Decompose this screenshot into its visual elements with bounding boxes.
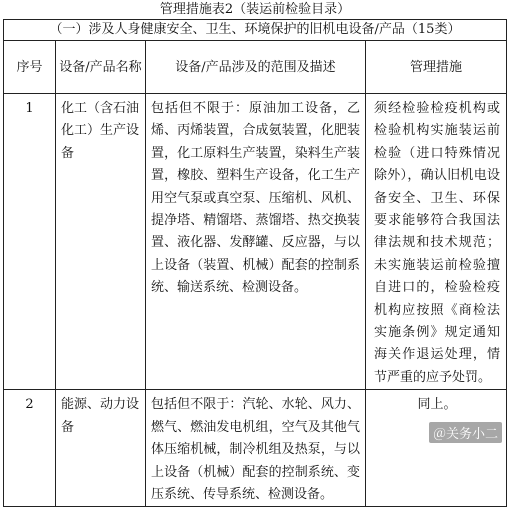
row-device: 能源、动力设备 [56,390,146,507]
row-scope: 包括但不限于：原油加工设备，乙烯、丙烯装置，合成氨装置，化肥装置，化工原料生产装置，染料生产装置，橡胶、塑料生产设备，化工生产用空气泵或真空泵、压缩机、风机、提净塔、精馏塔、蒸馏塔、热交换装置、液化器、发酵罐、反应器，与以上设备（装置、机械）配套的控制系统、输送系统、检测设备。 [146,94,366,390]
table-subtitle: （一）涉及人身健康安全、卫生、环境保护的旧机电设备/产品（15类） [4,20,507,41]
row-seq: 1 [4,94,56,390]
header-seq: 序号 [4,41,56,94]
document-title: 管理措施表2（装运前检验目录） [159,2,351,17]
table-row [4,94,507,390]
header-scope: 设备/产品涉及的范围及描述 [146,41,366,94]
row-seq: 2 [4,390,56,507]
header-device: 设备/产品名称 [56,41,146,94]
watermark: ＠关务小二 [429,422,502,443]
header-measure: 管理措施 [366,41,507,94]
row-measure: 须经检验检疫机构或检验机构实施装运前检验（进口特殊情况除外），确认旧机电设备安全、卫生、环保要求能够符合我国法律法规和技术规范；未实施装运前检验擅自进口的，检验检疫机构应按照《商检法实施条例》规定通知海关作退运处理，情节严重的应予处罚。 [366,94,507,390]
table-header-row [4,41,507,94]
row-device: 化工（含石油化工）生产设备 [56,94,146,390]
table-row [4,390,507,507]
row-scope: 包括但不限于：汽轮、水轮、风力、燃气、燃油发电机组，空气及其他气体压缩机械，制冷机组及热泵，与以上设备（机械）配套的控制系统、变压系统、传导系统、检测设备。 [146,390,366,507]
row-measure: 同上。 [366,390,507,507]
